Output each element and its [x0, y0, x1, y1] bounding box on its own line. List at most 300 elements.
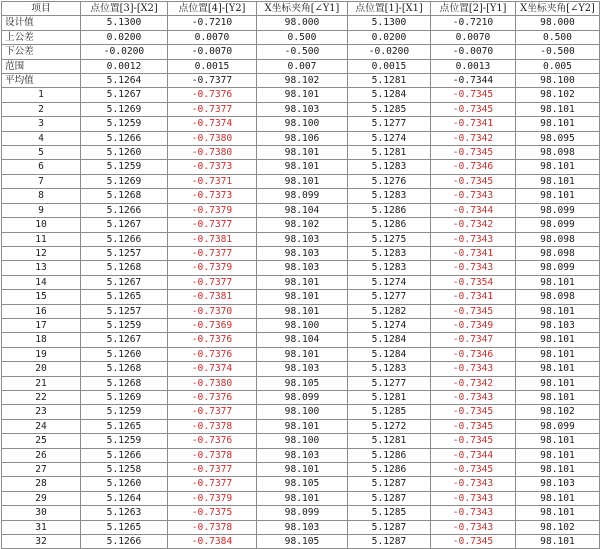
row-index: 2	[2, 102, 81, 116]
cell-pos1-x1: 5.1272	[348, 419, 431, 433]
cell-pos4-y2: -0.7378	[168, 520, 257, 534]
cell-pos3-x2: 5.1266	[81, 535, 168, 549]
row-label: 上公差	[2, 30, 81, 44]
table-row	[2, 491, 600, 505]
cell-pos4-y2: -0.7378	[168, 448, 257, 462]
row-index: 29	[2, 491, 81, 505]
cell-pos1-x1: 5.1277	[348, 376, 431, 390]
cell-angle-y2: 98.099	[516, 419, 600, 433]
cell-pos1-x1: 5.1285	[348, 102, 431, 116]
table-row	[2, 117, 600, 131]
cell-pos1-x1: 5.1287	[348, 535, 431, 549]
cell-pos4-y2: -0.7377	[168, 218, 257, 232]
cell-angle-y2: 98.098	[516, 290, 600, 304]
cell-angle-y1: 98.101	[257, 304, 348, 318]
cell-pos3-x2: 5.1265	[81, 419, 168, 433]
row-index: 26	[2, 448, 81, 462]
cell-pos3-x2: 5.1268	[81, 261, 168, 275]
cell-angle-y2: 98.101	[516, 304, 600, 318]
cell-angle-y1: 98.105	[257, 535, 348, 549]
table-body	[2, 16, 600, 549]
cell-pos4-y2: -0.7376	[168, 88, 257, 102]
cell-pos1-x1: 5.1275	[348, 232, 431, 246]
cell-pos4-y2: -0.7381	[168, 232, 257, 246]
row-index: 31	[2, 520, 81, 534]
cell-pos3-x2: 5.1263	[81, 506, 168, 520]
cell-pos2-y1: -0.7343	[431, 232, 516, 246]
row-index: 11	[2, 232, 81, 246]
table-row	[2, 189, 600, 203]
table-row	[2, 506, 600, 520]
cell-pos4-y2: -0.7379	[168, 261, 257, 275]
cell-pos2-y1: -0.7345	[431, 434, 516, 448]
cell-pos2-y1: -0.7345	[431, 535, 516, 549]
cell-pos1-x1: 5.1274	[348, 131, 431, 145]
cell-pos4-y2: -0.7210	[168, 16, 257, 30]
row-index: 9	[2, 203, 81, 217]
cell-pos4-y2: -0.7376	[168, 347, 257, 361]
cell-angle-y1: 98.103	[257, 102, 348, 116]
cell-pos4-y2: -0.7376	[168, 333, 257, 347]
cell-pos2-y1: -0.7349	[431, 318, 516, 332]
cell-angle-y2: 98.101	[516, 347, 600, 361]
table-row	[2, 434, 600, 448]
row-index: 28	[2, 477, 81, 491]
header-pos4-y2: 点位置[4]-[Y2]	[168, 2, 257, 16]
row-index: 20	[2, 362, 81, 376]
cell-pos4-y2: -0.0070	[168, 45, 257, 59]
cell-pos1-x1: 5.1286	[348, 203, 431, 217]
cell-angle-y2: 98.101	[516, 376, 600, 390]
cell-pos1-x1: 5.1286	[348, 218, 431, 232]
cell-angle-y1: 98.101	[257, 146, 348, 160]
cell-pos4-y2: -0.7369	[168, 318, 257, 332]
cell-pos1-x1: 5.1284	[348, 88, 431, 102]
row-index: 1	[2, 88, 81, 102]
row-index: 27	[2, 463, 81, 477]
cell-pos3-x2: 5.1266	[81, 232, 168, 246]
row-label: 平均值	[2, 74, 81, 88]
table-row	[2, 448, 600, 462]
cell-angle-y1: 98.000	[257, 16, 348, 30]
row-index: 6	[2, 160, 81, 174]
summary-row-lower-tolerance	[2, 45, 600, 59]
table-row	[2, 131, 600, 145]
cell-pos3-x2: 5.1260	[81, 477, 168, 491]
cell-pos3-x2: 5.1266	[81, 203, 168, 217]
cell-angle-y1: -0.500	[257, 45, 348, 59]
cell-pos2-y1: -0.7342	[431, 131, 516, 145]
cell-angle-y2: 98.099	[516, 203, 600, 217]
cell-pos1-x1: 5.1285	[348, 506, 431, 520]
row-index: 5	[2, 146, 81, 160]
cell-pos3-x2: 5.1259	[81, 160, 168, 174]
cell-angle-y1: 98.106	[257, 131, 348, 145]
cell-pos4-y2: -0.7377	[168, 477, 257, 491]
cell-angle-y1: 0.500	[257, 30, 348, 44]
header-pos1-x1: 点位置[1]-[X1]	[348, 2, 431, 16]
row-index: 25	[2, 434, 81, 448]
cell-angle-y2: 98.101	[516, 448, 600, 462]
cell-pos4-y2: -0.7376	[168, 390, 257, 404]
cell-pos4-y2: -0.7379	[168, 203, 257, 217]
cell-pos1-x1: 5.1274	[348, 318, 431, 332]
table-row	[2, 218, 600, 232]
cell-pos2-y1: -0.7354	[431, 275, 516, 289]
row-index: 12	[2, 246, 81, 260]
cell-pos1-x1: 5.1282	[348, 304, 431, 318]
cell-pos1-x1: 5.1285	[348, 405, 431, 419]
cell-pos2-y1: 0.0013	[431, 59, 516, 73]
cell-angle-y1: 98.104	[257, 203, 348, 217]
cell-angle-y2: 98.100	[516, 74, 600, 88]
cell-pos2-y1: -0.7342	[431, 218, 516, 232]
cell-pos3-x2: 5.1266	[81, 131, 168, 145]
row-index: 13	[2, 261, 81, 275]
table-row	[2, 333, 600, 347]
cell-pos4-y2: -0.7374	[168, 362, 257, 376]
cell-pos3-x2: 5.1264	[81, 74, 168, 88]
cell-angle-y1: 98.101	[257, 174, 348, 188]
cell-angle-y1: 98.101	[257, 160, 348, 174]
cell-angle-y1: 0.007	[257, 59, 348, 73]
cell-pos1-x1: 0.0015	[348, 59, 431, 73]
cell-pos2-y1: -0.7345	[431, 146, 516, 160]
table-row	[2, 174, 600, 188]
cell-angle-y2: 0.005	[516, 59, 600, 73]
header-pos3-x2: 点位置[3]-[X2]	[81, 2, 168, 16]
cell-pos4-y2: 0.0070	[168, 30, 257, 44]
cell-angle-y2: -0.500	[516, 45, 600, 59]
cell-pos4-y2: -0.7380	[168, 146, 257, 160]
row-label: 下公差	[2, 45, 81, 59]
cell-pos1-x1: 5.1284	[348, 347, 431, 361]
header-row	[2, 2, 600, 16]
cell-pos3-x2: 5.1259	[81, 117, 168, 131]
cell-angle-y2: 98.103	[516, 477, 600, 491]
cell-angle-y1: 98.102	[257, 74, 348, 88]
cell-pos2-y1: 0.0070	[431, 30, 516, 44]
row-index: 18	[2, 333, 81, 347]
cell-pos1-x1: 5.1283	[348, 160, 431, 174]
summary-row-upper-tolerance	[2, 30, 600, 44]
cell-pos3-x2: 0.0200	[81, 30, 168, 44]
cell-pos4-y2: -0.7377	[168, 246, 257, 260]
cell-pos1-x1: 5.1284	[348, 333, 431, 347]
cell-angle-y2: 98.000	[516, 16, 600, 30]
row-label: 设计值	[2, 16, 81, 30]
cell-pos2-y1: -0.7343	[431, 491, 516, 505]
cell-angle-y1: 98.103	[257, 520, 348, 534]
cell-pos4-y2: -0.7373	[168, 189, 257, 203]
cell-pos1-x1: 5.1283	[348, 189, 431, 203]
cell-pos2-y1: -0.7343	[431, 189, 516, 203]
cell-pos2-y1: -0.7347	[431, 333, 516, 347]
row-index: 32	[2, 535, 81, 549]
cell-angle-y2: 0.500	[516, 30, 600, 44]
cell-pos3-x2: 5.1264	[81, 491, 168, 505]
cell-pos4-y2: -0.7380	[168, 131, 257, 145]
cell-pos3-x2: 5.1260	[81, 146, 168, 160]
cell-pos2-y1: -0.7343	[431, 390, 516, 404]
row-index: 10	[2, 218, 81, 232]
cell-angle-y1: 98.100	[257, 434, 348, 448]
cell-angle-y2: 98.098	[516, 146, 600, 160]
cell-pos4-y2: -0.7377	[168, 275, 257, 289]
cell-pos4-y2: -0.7370	[168, 304, 257, 318]
cell-pos1-x1: 5.1286	[348, 463, 431, 477]
row-index: 14	[2, 275, 81, 289]
cell-angle-y2: 98.101	[516, 102, 600, 116]
cell-pos2-y1: -0.7345	[431, 174, 516, 188]
cell-angle-y2: 98.101	[516, 174, 600, 188]
cell-pos2-y1: -0.7343	[431, 520, 516, 534]
cell-pos1-x1: 5.1287	[348, 520, 431, 534]
cell-angle-y2: 98.101	[516, 117, 600, 131]
summary-row-range	[2, 59, 600, 73]
cell-pos3-x2: 5.1267	[81, 88, 168, 102]
cell-pos2-y1: -0.7346	[431, 347, 516, 361]
cell-angle-y1: 98.101	[257, 491, 348, 505]
cell-angle-y1: 98.101	[257, 419, 348, 433]
cell-pos1-x1: 5.1277	[348, 117, 431, 131]
table-row	[2, 419, 600, 433]
cell-pos2-y1: -0.7210	[431, 16, 516, 30]
row-index: 3	[2, 117, 81, 131]
cell-angle-y1: 98.103	[257, 232, 348, 246]
table-row	[2, 304, 600, 318]
row-index: 17	[2, 318, 81, 332]
cell-pos3-x2: 5.1300	[81, 16, 168, 30]
cell-angle-y1: 98.102	[257, 218, 348, 232]
cell-angle-y1: 98.099	[257, 506, 348, 520]
cell-pos3-x2: 5.1265	[81, 520, 168, 534]
table-row	[2, 477, 600, 491]
cell-angle-y2: 98.102	[516, 520, 600, 534]
cell-pos2-y1: -0.7341	[431, 290, 516, 304]
cell-angle-y2: 98.102	[516, 88, 600, 102]
cell-angle-y2: 98.095	[516, 131, 600, 145]
cell-angle-y2: 98.101	[516, 535, 600, 549]
cell-angle-y1: 98.100	[257, 318, 348, 332]
cell-pos4-y2: -0.7371	[168, 174, 257, 188]
cell-angle-y2: 98.099	[516, 218, 600, 232]
header-angle-y2: X坐标夹角[∠Y2]	[516, 2, 600, 16]
table-row	[2, 146, 600, 160]
cell-pos2-y1: -0.7343	[431, 477, 516, 491]
row-index: 21	[2, 376, 81, 390]
cell-pos3-x2: 5.1265	[81, 290, 168, 304]
table-row	[2, 232, 600, 246]
row-index: 23	[2, 405, 81, 419]
cell-angle-y1: 98.103	[257, 448, 348, 462]
row-index: 4	[2, 131, 81, 145]
table-row	[2, 405, 600, 419]
cell-angle-y1: 98.101	[257, 290, 348, 304]
cell-pos2-y1: -0.7341	[431, 246, 516, 260]
table-row	[2, 318, 600, 332]
cell-pos2-y1: -0.7345	[431, 304, 516, 318]
cell-pos4-y2: -0.7377	[168, 405, 257, 419]
cell-pos4-y2: -0.7373	[168, 160, 257, 174]
cell-pos4-y2: -0.7380	[168, 376, 257, 390]
cell-pos2-y1: -0.7343	[431, 362, 516, 376]
cell-angle-y1: 98.104	[257, 333, 348, 347]
cell-pos4-y2: -0.7381	[168, 290, 257, 304]
table-header	[2, 2, 600, 16]
cell-angle-y1: 98.103	[257, 261, 348, 275]
cell-pos3-x2: 5.1258	[81, 463, 168, 477]
cell-pos1-x1: 5.1276	[348, 174, 431, 188]
cell-angle-y2: 98.101	[516, 390, 600, 404]
cell-pos3-x2: -0.0200	[81, 45, 168, 59]
cell-pos2-y1: -0.7345	[431, 419, 516, 433]
table-row	[2, 275, 600, 289]
cell-pos4-y2: -0.7378	[168, 419, 257, 433]
cell-pos1-x1: 5.1277	[348, 290, 431, 304]
cell-pos3-x2: 5.1257	[81, 304, 168, 318]
cell-pos3-x2: 5.1268	[81, 376, 168, 390]
cell-pos3-x2: 5.1268	[81, 362, 168, 376]
cell-pos1-x1: 0.0200	[348, 30, 431, 44]
cell-angle-y2: 98.098	[516, 232, 600, 246]
cell-pos3-x2: 5.1267	[81, 333, 168, 347]
cell-pos2-y1: -0.7344	[431, 74, 516, 88]
cell-pos1-x1: 5.1300	[348, 16, 431, 30]
table-row	[2, 362, 600, 376]
cell-angle-y1: 98.100	[257, 405, 348, 419]
table-row	[2, 520, 600, 534]
cell-angle-y2: 98.101	[516, 506, 600, 520]
cell-pos2-y1: -0.7345	[431, 405, 516, 419]
table-row	[2, 290, 600, 304]
cell-angle-y2: 98.101	[516, 434, 600, 448]
row-index: 30	[2, 506, 81, 520]
table-row	[2, 246, 600, 260]
cell-angle-y1: 98.101	[257, 347, 348, 361]
cell-pos1-x1: 5.1287	[348, 477, 431, 491]
row-index: 22	[2, 390, 81, 404]
measurement-table	[1, 1, 600, 549]
cell-pos3-x2: 5.1266	[81, 448, 168, 462]
cell-pos1-x1: 5.1281	[348, 390, 431, 404]
cell-pos1-x1: 5.1283	[348, 362, 431, 376]
cell-pos4-y2: 0.0015	[168, 59, 257, 73]
cell-pos1-x1: 5.1274	[348, 275, 431, 289]
cell-pos3-x2: 5.1269	[81, 102, 168, 116]
cell-pos3-x2: 5.1269	[81, 390, 168, 404]
cell-angle-y1: 98.103	[257, 246, 348, 260]
cell-pos2-y1: -0.7344	[431, 203, 516, 217]
cell-pos4-y2: -0.7384	[168, 535, 257, 549]
cell-pos3-x2: 5.1259	[81, 434, 168, 448]
cell-pos4-y2: -0.7377	[168, 74, 257, 88]
cell-pos4-y2: -0.7375	[168, 506, 257, 520]
row-index: 7	[2, 174, 81, 188]
cell-pos1-x1: 5.1283	[348, 261, 431, 275]
row-index: 19	[2, 347, 81, 361]
cell-pos3-x2: 5.1259	[81, 405, 168, 419]
cell-pos3-x2: 5.1268	[81, 189, 168, 203]
cell-angle-y2: 98.101	[516, 491, 600, 505]
header-angle-y1: X坐标夹角[∠Y1]	[257, 2, 348, 16]
cell-pos1-x1: 5.1287	[348, 491, 431, 505]
cell-angle-y1: 98.103	[257, 362, 348, 376]
table-row	[2, 88, 600, 102]
table-row	[2, 390, 600, 404]
row-index: 16	[2, 304, 81, 318]
cell-pos2-y1: -0.7345	[431, 463, 516, 477]
cell-angle-y2: 98.103	[516, 318, 600, 332]
cell-pos1-x1: 5.1281	[348, 434, 431, 448]
cell-pos3-x2: 5.1257	[81, 246, 168, 260]
cell-pos2-y1: -0.7346	[431, 160, 516, 174]
cell-angle-y2: 98.101	[516, 333, 600, 347]
cell-angle-y1: 98.105	[257, 376, 348, 390]
cell-pos3-x2: 5.1267	[81, 218, 168, 232]
cell-pos1-x1: -0.0200	[348, 45, 431, 59]
cell-pos3-x2: 5.1269	[81, 174, 168, 188]
cell-angle-y2: 98.101	[516, 463, 600, 477]
cell-angle-y1: 98.101	[257, 463, 348, 477]
table-row	[2, 376, 600, 390]
cell-pos2-y1: -0.7344	[431, 448, 516, 462]
table-row	[2, 347, 600, 361]
cell-angle-y1: 98.101	[257, 88, 348, 102]
summary-row-average	[2, 74, 600, 88]
cell-pos2-y1: -0.7343	[431, 506, 516, 520]
cell-pos2-y1: -0.7343	[431, 261, 516, 275]
table-row	[2, 535, 600, 549]
cell-pos1-x1: 5.1281	[348, 146, 431, 160]
cell-pos2-y1: -0.7341	[431, 117, 516, 131]
cell-angle-y1: 98.099	[257, 390, 348, 404]
cell-angle-y1: 98.101	[257, 275, 348, 289]
cell-angle-y1: 98.099	[257, 189, 348, 203]
table-row	[2, 261, 600, 275]
table-row	[2, 463, 600, 477]
cell-angle-y2: 98.101	[516, 160, 600, 174]
header-item: 项目	[2, 2, 81, 16]
cell-pos4-y2: -0.7374	[168, 117, 257, 131]
cell-pos1-x1: 5.1281	[348, 74, 431, 88]
row-label: 范围	[2, 59, 81, 73]
cell-pos2-y1: -0.7345	[431, 88, 516, 102]
summary-row-design-value	[2, 16, 600, 30]
table-row	[2, 203, 600, 217]
cell-pos2-y1: -0.7342	[431, 376, 516, 390]
table-row	[2, 102, 600, 116]
row-index: 24	[2, 419, 81, 433]
header-pos2-y1: 点位置[2]-[Y1]	[431, 2, 516, 16]
cell-pos4-y2: -0.7377	[168, 102, 257, 116]
row-index: 8	[2, 189, 81, 203]
row-index: 15	[2, 290, 81, 304]
cell-pos4-y2: -0.7379	[168, 491, 257, 505]
cell-pos4-y2: -0.7377	[168, 463, 257, 477]
cell-pos3-x2: 5.1260	[81, 347, 168, 361]
cell-pos3-x2: 0.0012	[81, 59, 168, 73]
cell-pos4-y2: -0.7376	[168, 434, 257, 448]
cell-pos3-x2: 5.1259	[81, 318, 168, 332]
cell-angle-y2: 98.101	[516, 275, 600, 289]
cell-angle-y2: 98.101	[516, 189, 600, 203]
cell-pos2-y1: -0.7345	[431, 102, 516, 116]
cell-angle-y1: 98.105	[257, 477, 348, 491]
cell-angle-y2: 98.099	[516, 261, 600, 275]
cell-pos1-x1: 5.1286	[348, 448, 431, 462]
cell-angle-y2: 98.098	[516, 246, 600, 260]
